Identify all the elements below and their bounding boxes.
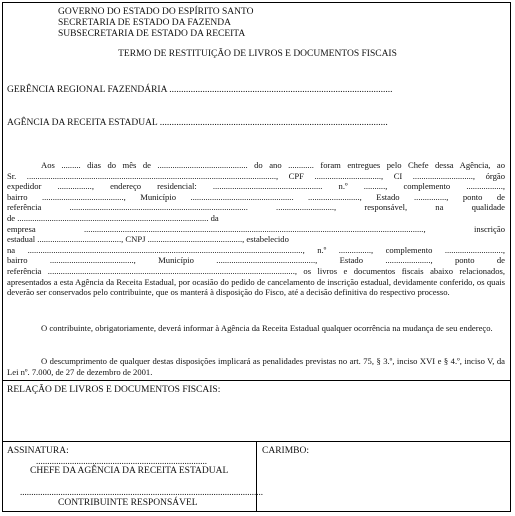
body-line: bairro ......................................, Município ................................................ ........................, Estado ..............., ponto de xyxy=(7,191,505,202)
term-body xyxy=(7,160,505,298)
body-line: Aos ......... dias do mês de .......................................... do ano ............ foram entregues pelo Chefe dessa Agência, ao xyxy=(41,160,505,170)
header-government: GOVERNO DO ESTADO DO ESPÍRITO SANTO xyxy=(58,7,254,17)
body-line: expedidor ................, endereço residencial: ................................................... n.º .........., complemento ................., xyxy=(7,181,505,192)
header xyxy=(58,7,254,40)
body-line: estadual ......................................., CNPJ ............................................, estabelecido xyxy=(7,234,289,245)
header-subsecretariat: SUBSECRETARIA DE ESTADO DA RECEITA xyxy=(58,29,246,39)
body-line: referência ..................................................................................................................., os livros e documentos fiscais abaixo relacionados, xyxy=(7,265,505,276)
header-secretariat: SECRETARIA DE ESTADO DA FAZENDA xyxy=(58,18,231,28)
document-title: TERMO DE RESTITUIÇÃO DE LIVROS E DOCUMENTOS FISCAIS xyxy=(118,49,397,59)
body-line: de ......................................................................................... da xyxy=(7,212,219,223)
penalty-paragraph xyxy=(7,356,505,377)
chefe-caption: CHEFE DA AGÊNCIA DA RECEITA ESTADUAL xyxy=(30,466,229,476)
body-paragraph: apresentados a esta Agência da Receita Estadual, por ocasião do pedido de cancelamento de inscrição estadual, devidamente conferido, os quais deverão ser conservados pelo contribuinte, que os manterá à disposição do Fisco, até a decisão definitiva do respectivo processo. xyxy=(7,276,505,298)
body-line: bairro ......................................., Município .............................................., Estado ....................., ponto de xyxy=(7,255,505,266)
body-line: Sr. ...................................................................................................................., CPF ..............................., CI ............................, órgão xyxy=(7,170,505,181)
body-paragraph: O descumprimento de qualquer destas disposições implicará as penalidades previstas no art. 75, § 3.º, inciso XVI e § 4.º, inciso V, da Lei nº. 7.000, de 27 de dezembro de 2001. xyxy=(7,356,505,377)
body-paragraph: O contribuinte, obrigatoriamente, deverá informar à Agência da Receita Estadual qualquer ocorrência na mudança de seu endereço. xyxy=(41,323,493,333)
assinatura-label: ASSINATURA: xyxy=(7,446,69,456)
divider-carimbo xyxy=(256,441,257,512)
body-line: na ................................................................................................................................, n.º ..............., complemento ..........................., xyxy=(7,244,505,255)
signature-line-chefe: ............................................................................ xyxy=(36,456,207,466)
divider-relacao xyxy=(2,380,511,381)
gerencia-field: GERÊNCIA REGIONAL FAZENDÁRIA .............................................................................................. xyxy=(7,85,393,95)
contribuinte-caption: CONTRIBUINTE RESPONSÁVEL xyxy=(58,498,198,508)
body-line: referência ................................................................................... ..........................., responsável, na qualidade xyxy=(7,202,505,213)
body-line: empresa .............................................................................................................................................................., inscrição xyxy=(7,223,505,234)
agencia-field: AGÊNCIA DA RECEITA ESTADUAL ................................................................................................ xyxy=(7,118,388,128)
signature-line-contribuinte: ............................................................................................................ xyxy=(20,487,263,497)
relacao-label: RELAÇÃO DE LIVROS E DOCUMENTOS FISCAIS: xyxy=(7,385,221,395)
address-change-paragraph xyxy=(7,323,505,334)
carimbo-label: CARIMBO: xyxy=(262,446,309,456)
